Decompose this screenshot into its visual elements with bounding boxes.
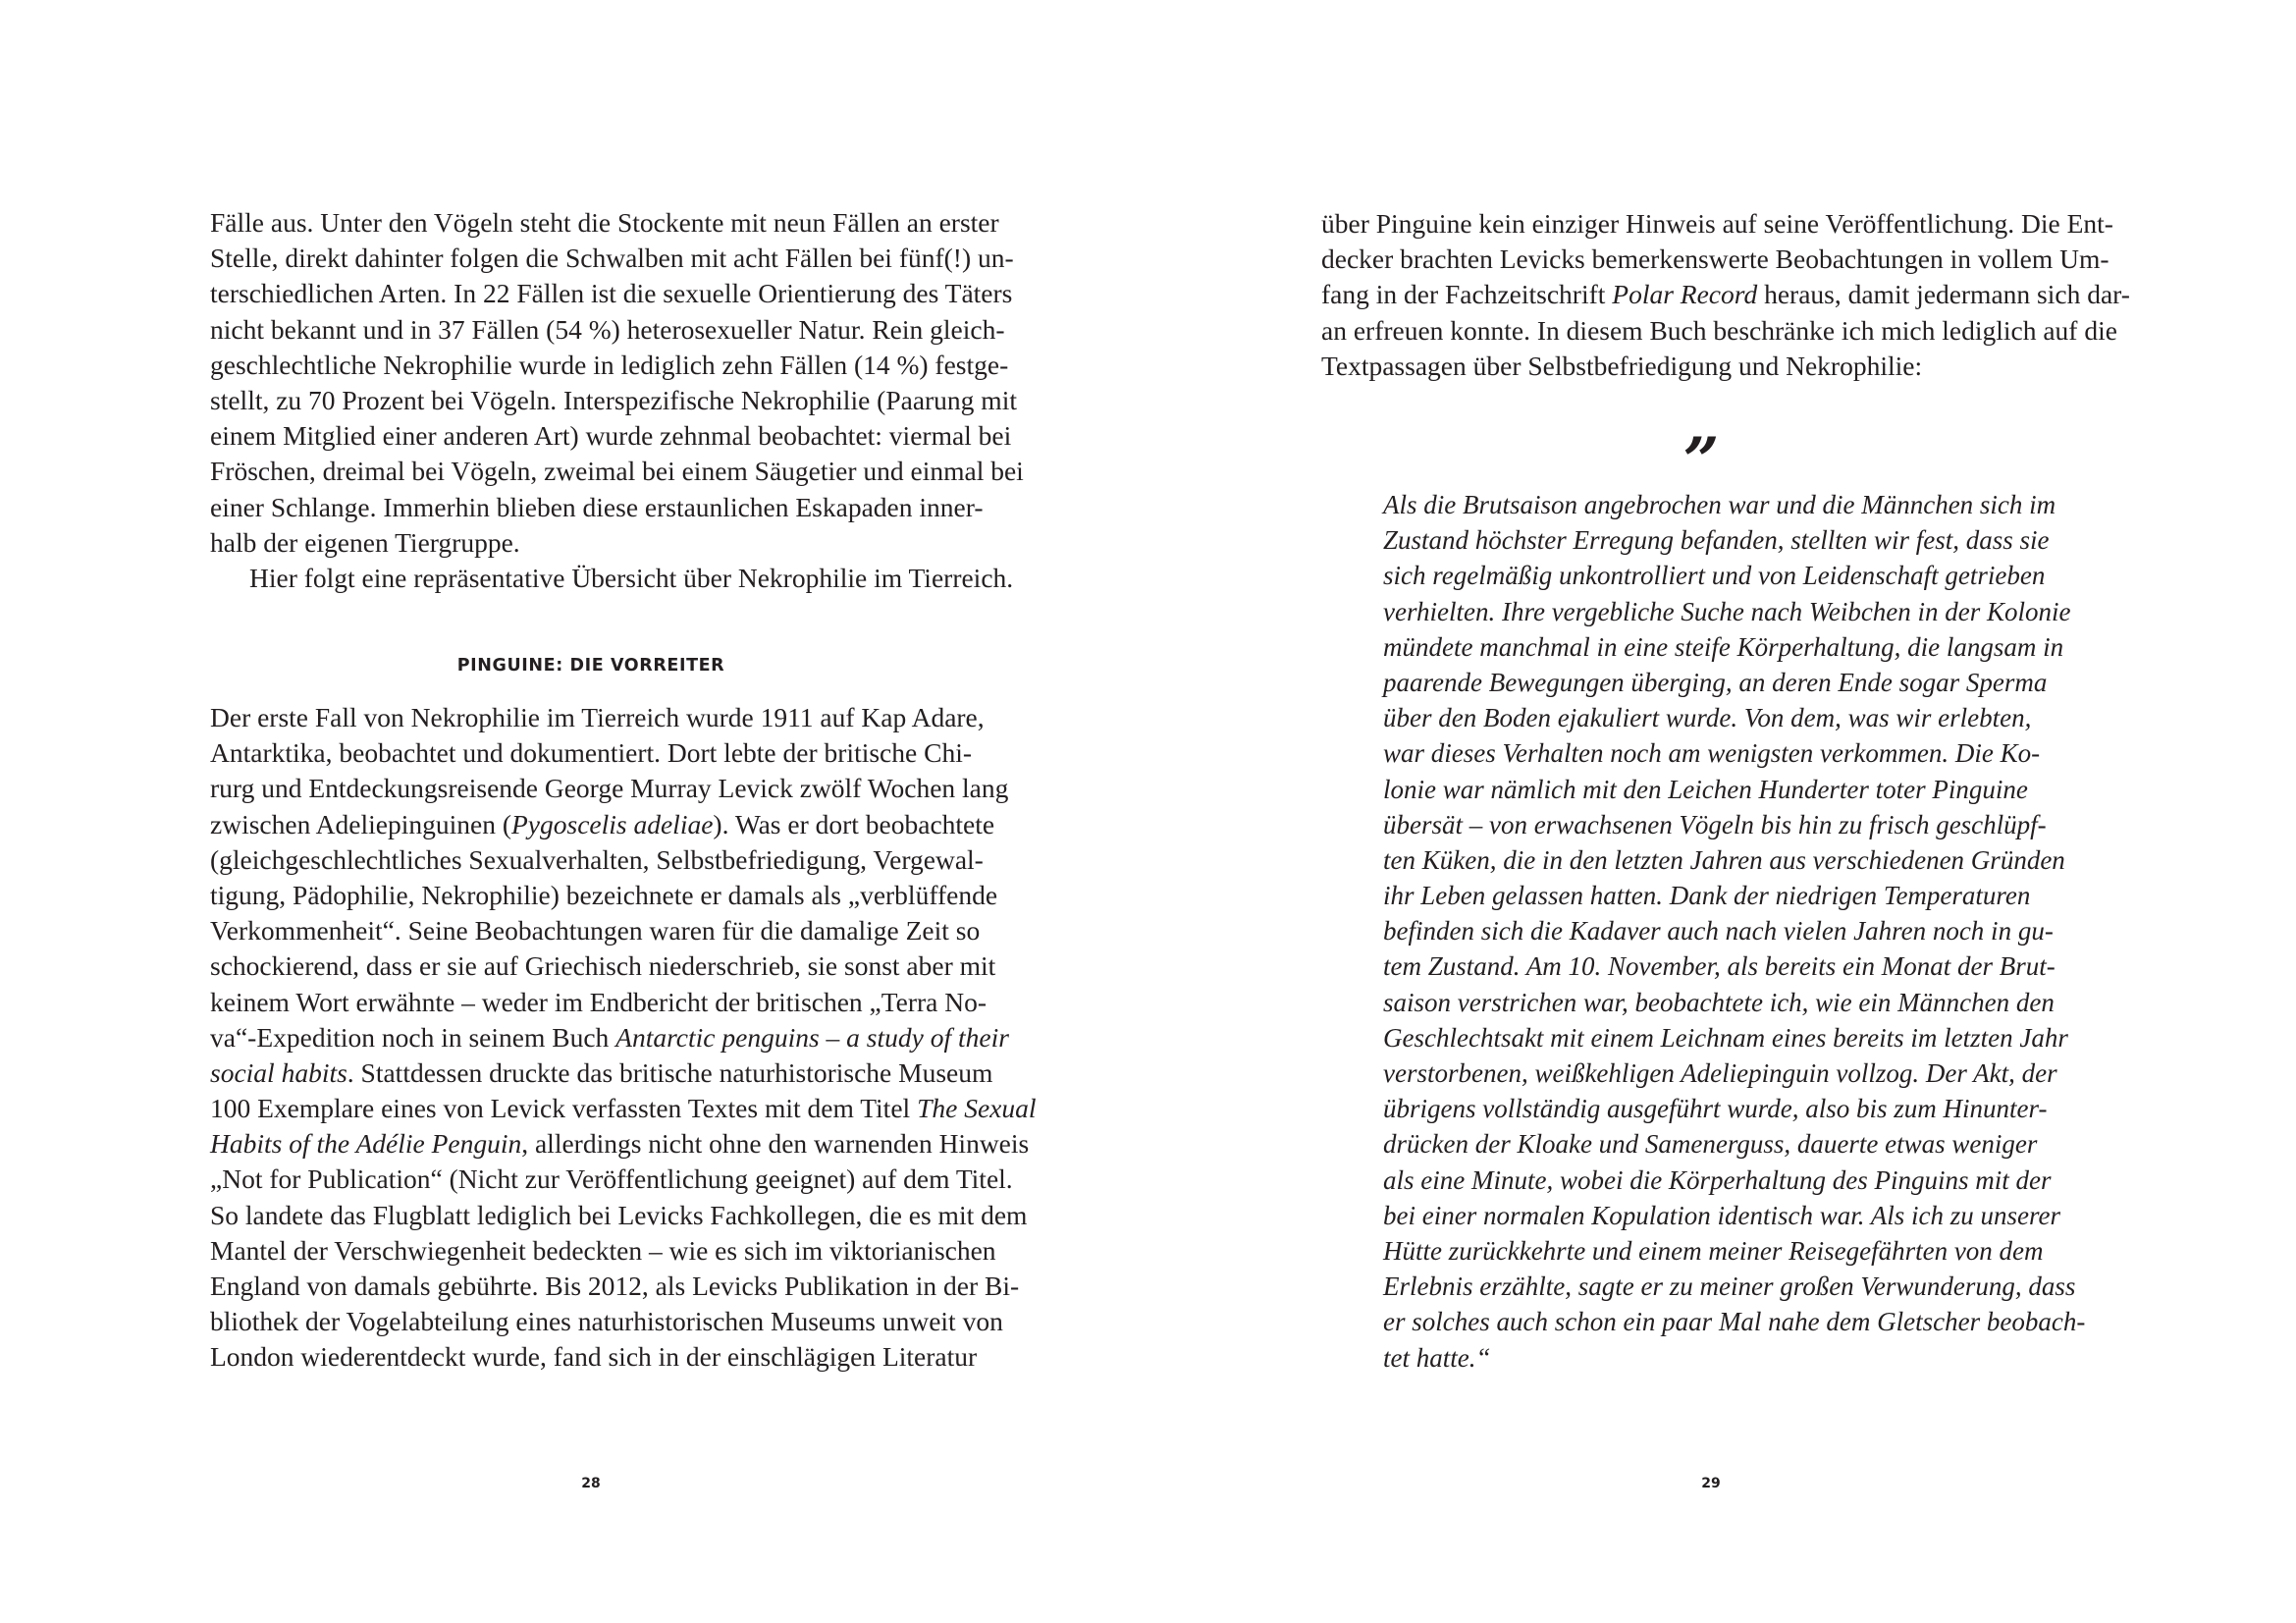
- text-run: So landete das Flugblatt lediglich bei Levicks Fachkollegen, die es mit dem: [210, 1199, 1028, 1230]
- left-page-penguin-text: [210, 700, 1037, 1376]
- text-line: Hier folgt eine repräsentative Übersicht über Nekrophilie im Tierreich.: [249, 562, 1014, 593]
- page-number-left: 28: [581, 1476, 601, 1491]
- text-line: [210, 948, 996, 984]
- text-line: ten Küken, die in den letzten Jahren aus verschiedenen Gründen: [1383, 844, 2065, 875]
- text-line: bei einer normalen Kopulation identisch war. Als ich zu unserer: [1383, 1200, 2060, 1230]
- text-line: einem Mitglied einer anderen Art) wurde zehnmal beobachtet: viermal bei: [210, 420, 1012, 452]
- italic-title: The Sexual: [917, 1093, 1037, 1124]
- text-run: schockierend, dass er sie auf Griechisch niederschrieb, sie sonst aber mit: [210, 950, 996, 982]
- paragraph-intro-stats: [210, 205, 1024, 561]
- text-line: einer Schlange. Immerhin blieben diese erstaunlichen Eskapaden inner-: [210, 491, 984, 522]
- text-run: heraus, damit jedermann sich dar-: [1757, 279, 2130, 310]
- quote-text: [1383, 487, 2086, 1376]
- text-run: , allerdings nicht ohne den warnenden Hinweis: [521, 1128, 1030, 1160]
- text-line: sich regelmäßig unkontrolliert und von Leidenschaft getrieben: [1383, 561, 2046, 591]
- text-run: Verkommenheit“. Seine Beobachtungen waren für die damalige Zeit so: [210, 915, 981, 947]
- text-run: . Stattdessen druckte das britische naturhistorische Museum: [347, 1056, 993, 1088]
- text-line: drücken der Kloake und Samenerguss, dauerte etwas weniger: [1383, 1129, 2038, 1160]
- text-line: verstorbenen, weißkehligen Adeliepinguin vollzog. Der Akt, der: [1383, 1058, 2057, 1088]
- text-line: tet hatte.“: [1383, 1342, 1491, 1373]
- text-line: [1321, 206, 2113, 242]
- text-line: [1321, 277, 2130, 312]
- text-run: 100 Exemplare eines von Levick verfassten Textes mit dem Titel: [210, 1093, 918, 1124]
- text-run: über Pinguine kein einziger Hinweis auf seine Veröffentlichung. Die Ent-: [1321, 208, 2113, 239]
- text-line: [210, 1020, 1009, 1055]
- text-line: geschlechtliche Nekrophilie wurde in lediglich zehn Fällen (14 %) festge-: [210, 349, 1009, 380]
- paragraph-polar-record: [1321, 206, 2130, 384]
- text-line: Erlebnis erzählte, sagte er zu meiner großen Verwunderung, dass: [1383, 1271, 2076, 1302]
- text-line: [210, 1339, 978, 1375]
- text-line: [210, 913, 981, 948]
- quotation-mark-icon: ”: [1682, 424, 1720, 498]
- text-line: übersät – von erwachsenen Vögeln bis hin zu frisch geschlüpf-: [1383, 809, 2047, 839]
- text-line: [210, 878, 998, 913]
- text-line: Geschlechtsakt mit einem Leichnam eines bereits im letzten Jahr: [1383, 1022, 2068, 1053]
- text-line: stellt, zu 70 Prozent bei Vögeln. Interspezifische Nekrophilie (Paarung mit: [210, 384, 1017, 415]
- right-page: [1148, 0, 2296, 1623]
- text-run: bliothek der Vogelabteilung eines naturhistorischen Museums unweit von: [210, 1306, 1003, 1337]
- text-line: [210, 807, 995, 842]
- paragraph-overview-intro: [210, 561, 1014, 596]
- text-line: terschiedlichen Arten. In 22 Fällen ist die sexuelle Orientierung des Täters: [210, 278, 1013, 309]
- text-run: Mantel der Verschwiegenheit bedeckten – wie es sich im viktorianischen: [210, 1234, 996, 1266]
- text-line: lonie war nämlich mit den Leichen Hunderter toter Pinguine: [1383, 774, 2028, 804]
- text-run: Textpassagen über Selbstbefriedigung und Nekrophilie:: [1321, 350, 1923, 381]
- text-run: „Not for Publication“ (Nicht zur Veröffentlichung geeignet) auf dem Titel.: [210, 1163, 1013, 1195]
- left-page-intro-text: [210, 205, 1024, 596]
- text-line: halb der eigenen Tiergruppe.: [210, 526, 520, 558]
- text-line: saison verstrichen war, beobachtete ich, wie ein Männchen den: [1383, 987, 2055, 1017]
- text-line: Zustand höchster Erregung befanden, stellten wir fest, dass sie: [1383, 525, 2050, 556]
- text-line: ihr Leben gelassen hatten. Dank der niedrigen Temperaturen: [1383, 881, 2031, 911]
- text-line: tem Zustand. Am 10. November, als bereits ein Monat der Brut-: [1383, 951, 2056, 982]
- italic-title: Pygoscelis adeliae: [511, 808, 714, 839]
- text-line: [210, 1055, 993, 1091]
- text-run: Der erste Fall von Nekrophilie im Tierreich wurde 1911 auf Kap Adare,: [210, 702, 985, 732]
- text-run: va“-Expedition noch in seinem Buch: [210, 1021, 616, 1053]
- text-run: ). Was er dort beobachtete: [713, 808, 995, 839]
- text-line: [210, 1162, 1013, 1197]
- text-line: [1321, 313, 2117, 349]
- text-run: rurg und Entdeckungsreisende George Murray Levick zwölf Wochen lang: [210, 773, 1009, 804]
- text-line: [1321, 349, 2083, 384]
- text-run: England von damals gebührte. Bis 2012, als Levicks Publikation in der Bi-: [210, 1271, 1020, 1301]
- text-line: [210, 1269, 1020, 1304]
- text-line: [210, 735, 972, 771]
- text-run: an erfreuen konnte. In diesem Buch beschränke ich mich lediglich auf die: [1321, 314, 2117, 346]
- text-line: [210, 1126, 1030, 1162]
- text-line: Fälle aus. Unter den Vögeln steht die Stockente mit neun Fällen an erster: [210, 207, 999, 238]
- text-line: [210, 1233, 996, 1269]
- text-run: London wiederentdeckt wurde, fand sich in der einschlägigen Literatur: [210, 1341, 978, 1373]
- page-number-right: 29: [1701, 1476, 1721, 1491]
- text-line: mündete manchmal in eine steife Körperhaltung, die langsam in: [1383, 631, 2064, 662]
- text-run: keinem Wort erwähnte – weder im Endbericht der britischen „Terra No-: [210, 986, 988, 1017]
- text-line: paarende Bewegungen überging, an deren Ende sogar Sperma: [1383, 667, 2048, 697]
- text-line: übrigens vollständig ausgeführt wurde, also bis zum Hinunter-: [1383, 1094, 2048, 1124]
- text-line: über den Boden ejakuliert wurde. Von dem, was wir erlebten,: [1383, 703, 2032, 733]
- text-line: [210, 1304, 1003, 1339]
- italic-title: Antarctic penguins – a study of their: [615, 1021, 1009, 1053]
- text-line: er solches auch schon ein paar Mal nahe dem Gletscher beobach-: [1383, 1307, 2086, 1337]
- text-line: Als die Brutsaison angebrochen war und die Männchen sich im: [1383, 490, 2056, 519]
- text-line: als eine Minute, wobei die Körperhaltung des Pinguins mit der: [1383, 1164, 2052, 1195]
- blockquote-levick: [1383, 487, 2086, 1376]
- text-line: befinden sich die Kadaver auch nach vielen Jahren noch in gu-: [1383, 916, 2054, 947]
- text-run: Antarktika, beobachtet und dokumentiert. Dort lebte der britische Chi-: [210, 737, 972, 769]
- text-line: Fröschen, dreimal bei Vögeln, zweimal bei einem Säugetier und einmal bei: [210, 456, 1024, 487]
- italic-title: social habits: [210, 1056, 347, 1088]
- text-line: [210, 842, 984, 878]
- italic-title: Habits of the Adélie Penguin: [210, 1128, 522, 1160]
- paragraph-first-case: [210, 700, 1037, 1376]
- text-line: Hütte zurückkehrte und einem meiner Reisegefährten von dem: [1383, 1235, 2044, 1266]
- right-page-intro-text: [1321, 206, 2130, 384]
- text-line: war dieses Verhalten noch am wenigsten verkommen. Die Ko-: [1383, 738, 2041, 769]
- text-line: [1321, 242, 2109, 277]
- text-run: zwischen Adeliepinguinen (: [210, 808, 511, 839]
- text-line: [210, 1198, 1028, 1233]
- italic-title: Polar Record: [1612, 279, 1758, 310]
- text-line: Stelle, direkt dahinter folgen die Schwalben mit acht Fällen bei fünf(!) un-: [210, 243, 1014, 274]
- text-run: tigung, Pädophilie, Nekrophilie) bezeichnete er damals als „verblüffende: [210, 879, 998, 910]
- text-line: [210, 771, 1009, 806]
- text-run: decker brachten Levicks bemerkenswerte Beobachtungen in vollem Um-: [1321, 243, 2109, 275]
- text-run: (gleichgeschlechtliches Sexualverhalten, Selbstbefriedigung, Vergewal-: [210, 843, 984, 875]
- text-line: [210, 1091, 1037, 1126]
- text-line: verhielten. Ihre vergebliche Suche nach Weibchen in der Kolonie: [1383, 596, 2071, 626]
- text-line: nicht bekannt und in 37 Fällen (54 %) heterosexueller Natur. Rein gleich-: [210, 313, 1005, 345]
- text-line: [210, 700, 985, 735]
- text-run: fang in der Fachzeitschrift: [1321, 279, 1613, 310]
- section-heading: PINGUINE: DIE VORREITER: [456, 656, 725, 676]
- text-line: [210, 985, 988, 1020]
